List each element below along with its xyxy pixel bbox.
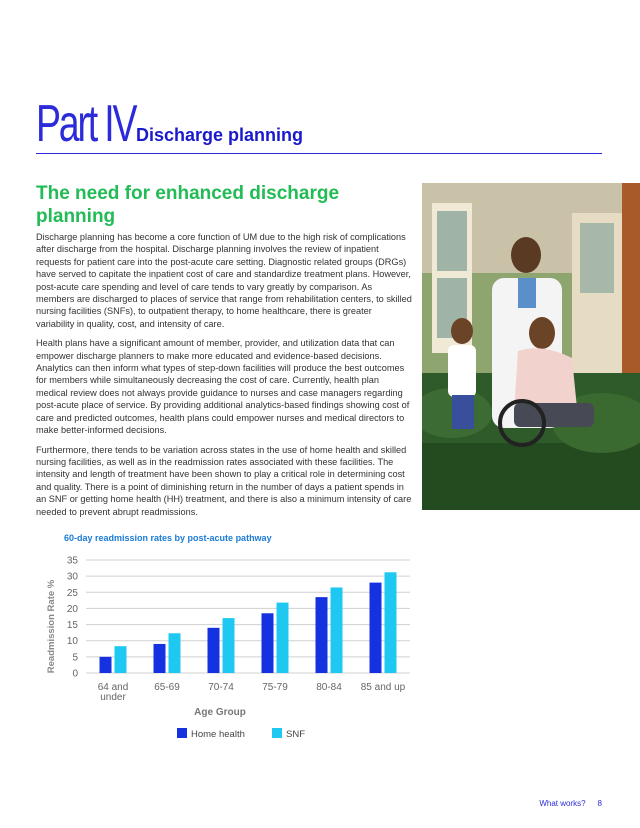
x-tick-label: 70-74: [208, 682, 234, 693]
y-tick-label: 20: [66, 603, 78, 615]
part-header: [36, 94, 602, 154]
legend-swatch: [177, 728, 187, 738]
bar-snf: [169, 633, 181, 673]
x-tick-label: 65-69: [154, 682, 180, 693]
paragraph-1: Discharge planning has become a core function of UM due to the high risk of complications after discharge from the hospital. Discharge planning involves the review of inpatient requests for patient care into the post-acute care setting. Diagnostic related groups (DRGs) have served to capitate the inpatient cost of care and standardize treatment plans. However, post-acute care spending and level of care tends to vary greatly by comparison. As members are discharged to places of service that range from rehabilitation centers, to skilled nursing facilities (SNFs), to outpatient therapy, to home healthcare, there is greater variability in quality, cost, and intensity of care.: [36, 232, 412, 329]
chart-title: 60-day readmission rates by post-acute pathway: [64, 533, 272, 543]
bar-home-health: [370, 583, 382, 673]
y-tick-label: 10: [66, 636, 78, 648]
x-tick-label: under: [100, 692, 126, 703]
y-tick-label: 15: [66, 620, 78, 632]
bar-home-health: [100, 657, 112, 673]
chart-canvas: [40, 548, 420, 748]
y-tick-label: 35: [66, 555, 78, 567]
bar-home-health: [262, 613, 274, 673]
y-tick-label: 30: [66, 571, 78, 583]
legend-label: Home health: [191, 729, 245, 740]
legend-swatch: [272, 728, 282, 738]
x-tick-label: 75-79: [262, 682, 288, 693]
photo-illustration: [422, 183, 640, 510]
bar-snf: [385, 572, 397, 673]
header-rule: [36, 153, 602, 154]
paragraph-3: Furthermore, there tends to be variation across states in the use of home health and skilled nursing facilities, as well as in the readmission rates associated with these facilities. The intensity and length of treatment have been shown to play a critical role in determining cost and quality. There is a point of diminishing return in the number of days a patient spends in an SNF or getting home health (HH) treatment, and there is also a minimum intensity of care needed to prevent abrupt readmissions.: [36, 444, 412, 517]
footer-label: What works?: [539, 799, 586, 808]
y-axis-label: Readmission Rate %: [46, 579, 57, 674]
x-axis-label: Age Group: [194, 707, 246, 718]
bar-snf: [223, 618, 235, 673]
bar-snf: [277, 603, 289, 673]
bar-snf: [115, 646, 127, 673]
bar-home-health: [208, 628, 220, 673]
paragraph-2: Health plans have a significant amount of member, provider, and utilization data that can empower discharge planners to make more educated and evidence-based decisions. Analytics can then inform what types of step-down facilities will produce the best outcomes for members while simultaneously decreasing the cost of care. Currently, health plan medical review does not always provide guidance to nurses and case managers regarding post-acute place of service. By providing additional analytics-based findings showing cost of care and predicted outcomes, health plans could empower nurses and medical directors to make better-informed decisions.: [36, 338, 410, 436]
x-tick-label: 80-84: [316, 682, 342, 693]
bar-home-health: [316, 597, 328, 673]
bar-home-health: [154, 644, 166, 673]
y-tick-label: 0: [72, 668, 78, 680]
legend-label: SNF: [286, 729, 305, 740]
bar-snf: [331, 587, 343, 673]
part-number: Part IV: [36, 95, 136, 153]
part-title: Discharge planning: [136, 125, 304, 145]
x-tick-label: 64 and: [97, 682, 129, 693]
readmission-bar-chart: [40, 548, 420, 748]
x-tick-label: 85 and up: [360, 682, 406, 693]
body-text: [36, 231, 412, 525]
section-heading: The need for enhanced discharge planning: [36, 183, 340, 227]
page-number: 8: [597, 799, 602, 808]
doctor-family-photo: [422, 183, 640, 510]
y-tick-label: 5: [72, 652, 78, 664]
page-footer: [527, 799, 602, 808]
y-tick-label: 25: [66, 587, 78, 599]
